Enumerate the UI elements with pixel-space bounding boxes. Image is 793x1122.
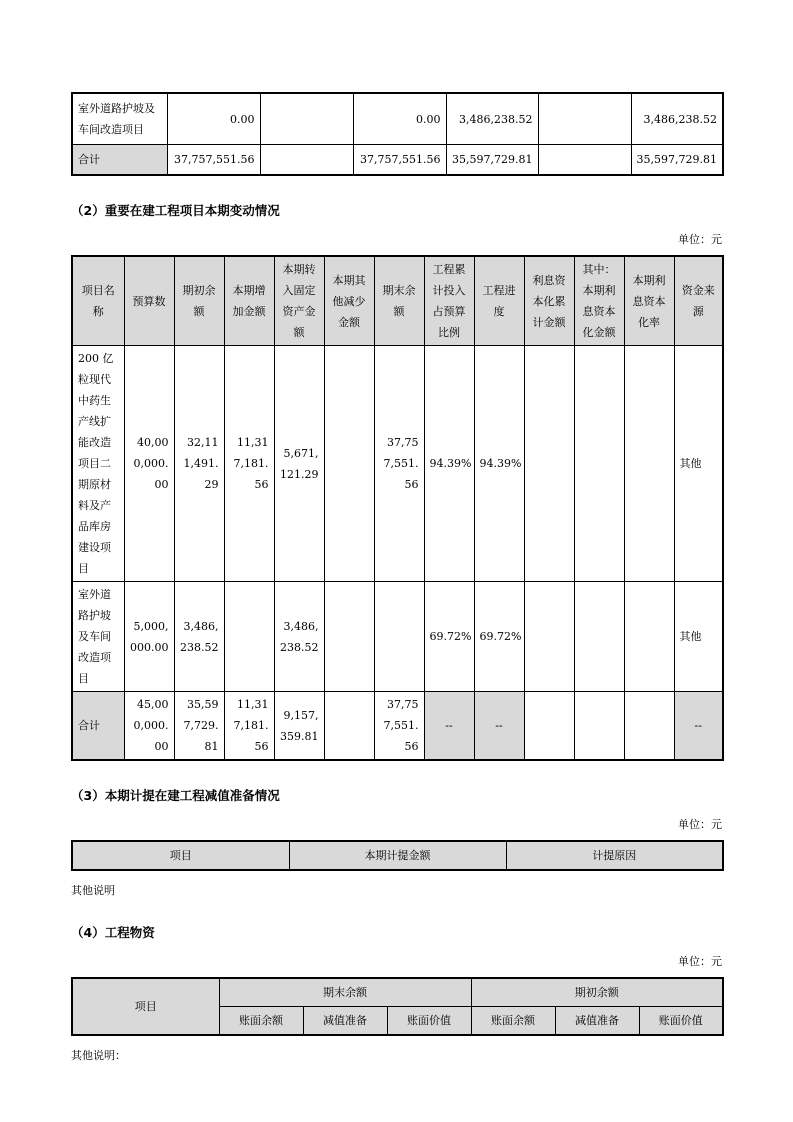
impairment-provision-table	[71, 840, 724, 871]
table-cell	[324, 346, 374, 582]
section-heading-4: （4）工程物资	[71, 925, 155, 940]
table-cell	[574, 582, 624, 692]
table-cell: 5,671,121.29	[274, 346, 324, 582]
table-cell: 11,317,181.56	[224, 692, 274, 761]
column-header: 计提原因	[506, 841, 723, 870]
column-header: 本期计提金额	[289, 841, 506, 870]
column-header: 账面余额	[219, 1007, 303, 1036]
table-row	[72, 582, 723, 692]
table-cell	[574, 692, 624, 761]
column-header: 本期转入固定资产金额	[274, 256, 324, 346]
column-header: 减值准备	[555, 1007, 639, 1036]
table-cell: 9,157,359.81	[274, 692, 324, 761]
section-heading-2: （2）重要在建工程项目本期变动情况	[71, 203, 280, 218]
column-header: 工程累计投入占预算比例	[424, 256, 474, 346]
table-cell: 45,000,000.00	[124, 692, 174, 761]
table-cell: 11,317,181.56	[224, 346, 274, 582]
project-name-cell: 室外道路护坡及车间改造项目	[72, 582, 124, 692]
table-row	[72, 93, 723, 145]
column-header: 账面价值	[639, 1007, 723, 1036]
header-row	[72, 978, 723, 1007]
table-cell: 37,757,551.56	[353, 145, 446, 176]
table-cell	[224, 582, 274, 692]
column-header: 期初余额	[174, 256, 224, 346]
table-cell: 3,486,238.52	[174, 582, 224, 692]
table-cell: 32,111,491.29	[174, 346, 224, 582]
table-cell	[260, 145, 353, 176]
construction-materials-table	[71, 977, 724, 1036]
column-header: 预算数	[124, 256, 174, 346]
table-cell: 37,757,551.56	[374, 346, 424, 582]
table-cell: 37,757,551.56	[167, 145, 260, 176]
table-row	[72, 346, 723, 582]
table-cell	[524, 346, 574, 582]
table-cell: 35,597,729.81	[631, 145, 723, 176]
table-cell	[260, 93, 353, 145]
table-cell	[624, 346, 674, 582]
unit-label: 单位：元	[678, 955, 722, 968]
total-label-cell: 合计	[72, 145, 167, 176]
project-name-cell: 200 亿粒现代中药生产线扩能改造项目二期原材料及产品库房建设项目	[72, 346, 124, 582]
table-cell: 94.39%	[424, 346, 474, 582]
other-notes-label: 其他说明	[71, 884, 115, 897]
header-row	[72, 841, 723, 870]
total-row	[72, 692, 723, 761]
table-cell: 3,486,238.52	[631, 93, 723, 145]
table-cell: 35,597,729.81	[446, 145, 538, 176]
unit-label: 单位：元	[678, 818, 722, 831]
table-cell: 0.00	[167, 93, 260, 145]
table-cell	[374, 582, 424, 692]
column-header: 利息资本化累计金额	[524, 256, 574, 346]
header-row	[72, 256, 723, 346]
total-row	[72, 145, 723, 176]
column-header: 项目	[72, 978, 219, 1035]
table-cell: 其他	[674, 346, 723, 582]
unit-label: 单位：元	[678, 233, 722, 246]
column-header: 项目	[72, 841, 289, 870]
column-group-header: 期初余额	[471, 978, 723, 1007]
table-cell: 其他	[674, 582, 723, 692]
table-cell: --	[424, 692, 474, 761]
cip-summary-table	[71, 92, 724, 176]
column-header: 本期利息资本化率	[624, 256, 674, 346]
table-cell: --	[474, 692, 524, 761]
table-cell: 69.72%	[424, 582, 474, 692]
total-label-cell: 合计	[72, 692, 124, 761]
table-cell: --	[674, 692, 723, 761]
table-cell: 94.39%	[474, 346, 524, 582]
table-cell: 37,757,551.56	[374, 692, 424, 761]
other-notes-label: 其他说明：	[71, 1049, 126, 1062]
column-group-header: 期末余额	[219, 978, 471, 1007]
column-header: 项目名称	[72, 256, 124, 346]
table-cell: 3,486,238.52	[446, 93, 538, 145]
column-header: 期末余额	[374, 256, 424, 346]
column-header: 账面价值	[387, 1007, 471, 1036]
column-header: 减值准备	[303, 1007, 387, 1036]
table-cell	[324, 692, 374, 761]
table-cell	[624, 582, 674, 692]
table-cell: 40,000,000.00	[124, 346, 174, 582]
table-cell	[324, 582, 374, 692]
column-header: 账面余额	[471, 1007, 555, 1036]
table-cell: 3,486,238.52	[274, 582, 324, 692]
table-cell: 69.72%	[474, 582, 524, 692]
column-header: 工程进度	[474, 256, 524, 346]
cip-movement-table	[71, 255, 724, 761]
column-header: 资金来源	[674, 256, 723, 346]
column-header: 本期其他减少金额	[324, 256, 374, 346]
table-cell: 0.00	[353, 93, 446, 145]
table-cell: 5,000,000.00	[124, 582, 174, 692]
column-header: 本期增加金额	[224, 256, 274, 346]
column-header: 其中：本期利息资本化金额	[574, 256, 624, 346]
table-cell	[624, 692, 674, 761]
table-cell	[524, 582, 574, 692]
page-content	[71, 92, 722, 1063]
table-cell: 35,597,729.81	[174, 692, 224, 761]
table-cell	[524, 692, 574, 761]
table-cell	[574, 346, 624, 582]
project-name-cell: 室外道路护坡及车间改造项目	[72, 93, 167, 145]
section-heading-3: （3）本期计提在建工程减值准备情况	[71, 788, 280, 803]
table-cell	[538, 145, 631, 176]
table-cell	[538, 93, 631, 145]
